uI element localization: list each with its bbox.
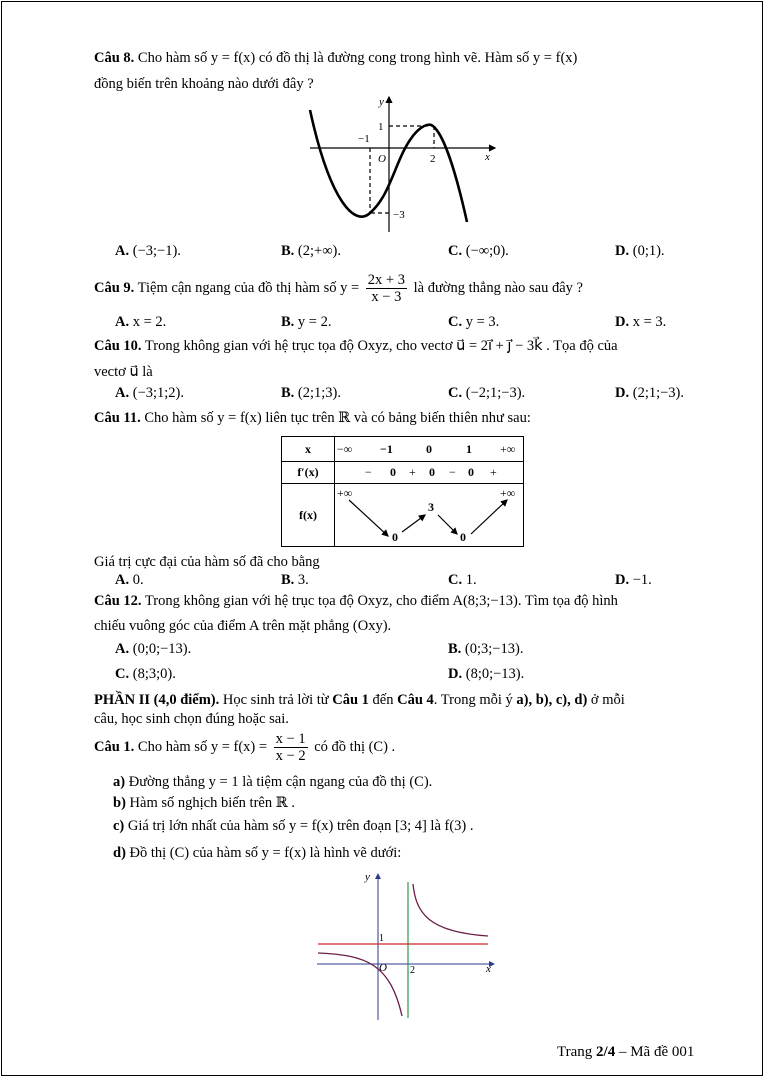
q10-label: Câu 10. <box>94 338 142 354</box>
q12-option-c[interactable]: C. (8;3;0). <box>115 666 176 682</box>
q12-option-a[interactable]: A. (0;0;−13). <box>115 641 192 657</box>
q9-line: Câu 9. Tiệm cận ngang của đồ thị hàm số y = $\frac{2x + 3}{x - 3}$ là đường thẳng nào sau đây ? <box>94 272 583 306</box>
page-footer: Trang 2/4 – Mã đề 001 <box>557 1044 695 1060</box>
q10-option-d[interactable]: D. (2;1;−3). <box>615 385 685 401</box>
q8-tick-m3: −3 <box>393 209 405 221</box>
q11-line: Câu 11. Cho hàm số y = f(x) liên tục trên ℝ và có bảng biến thiên như sau: <box>94 410 531 426</box>
q8-line2: đồng biến trên khoảng nào dưới đây ? <box>94 76 314 92</box>
q8-tick-2: 2 <box>430 153 436 165</box>
p2q1-item-b[interactable]: b) Hàm số nghịch biến trên ℝ . <box>113 795 296 811</box>
q11-option-d[interactable]: D. −1. <box>615 572 652 588</box>
q8-tick-m1: −1 <box>358 133 370 145</box>
p2q1-tick-2: 2 <box>410 965 415 976</box>
p2q1-curve-right <box>413 884 488 936</box>
q10-line2: vectơ u⃗ là <box>94 364 153 380</box>
q11-option-a[interactable]: A. 0. <box>115 572 144 588</box>
p2q1-origin: O <box>379 962 387 974</box>
p2q1-item-a[interactable]: a) Đường thẳng y = 1 là tiệm cận ngang của đồ thị (C). <box>113 774 433 790</box>
vt-f-label: f(x) <box>282 484 335 547</box>
q11-option-b[interactable]: B. 3. <box>281 572 309 588</box>
q8-option-b[interactable]: B. (2;+∞). <box>281 243 341 259</box>
vt-fp-row: − 0 + 0 − 0 + <box>335 462 524 484</box>
part2-line2: câu, học sinh chọn đúng hoặc sai. <box>94 711 289 727</box>
q9-label: Câu 9. <box>94 280 135 296</box>
q9-option-a[interactable]: A. x = 2. <box>115 314 167 330</box>
q12-label: Câu 12. <box>94 593 142 609</box>
q12-line2: chiếu vuông góc của điểm A trên mặt phẳng (Oxy). <box>94 618 392 634</box>
q8-label: Câu 8. <box>94 50 135 66</box>
vt-f-row: +∞ 0 3 0 +∞ <box>335 484 524 547</box>
q8-option-a[interactable]: A. (−3;−1). <box>115 243 181 259</box>
vt-arrows <box>335 484 523 547</box>
p2q1-item-d[interactable]: d) Đồ thị (C) của hàm số y = f(x) là hình vẽ dưới: <box>113 845 402 861</box>
p2q1-curve-left <box>318 953 402 1016</box>
q12-option-d[interactable]: D. (8;0;−13). <box>448 666 525 682</box>
q8-x-label: x <box>485 151 490 163</box>
q8-origin: O <box>378 153 386 165</box>
q8-line1 <box>94 49 577 67</box>
q8-option-c[interactable]: C. (−∞;0). <box>448 243 509 259</box>
p2q1-item-c[interactable]: c) Giá trị lớn nhất của hàm số y = f(x) trên đoạn [3; 4] là f(3) . <box>113 818 474 834</box>
q8-graph <box>300 92 500 237</box>
vt-x-label: x <box>282 437 335 462</box>
q8-option-d[interactable]: D. (0;1). <box>615 243 665 259</box>
q10-line1: Câu 10. Trong không gian với hệ trục tọa độ Oxyz, cho vectơ u⃗ = 2i⃗ + j⃗ − 3k⃗ . Tọa độ của <box>94 338 618 354</box>
q9-option-c[interactable]: C. y = 3. <box>448 314 500 330</box>
q10-option-a[interactable]: A. (−3;1;2). <box>115 385 185 401</box>
q11-label: Câu 11. <box>94 410 141 426</box>
p2q1-tick-1: 1 <box>379 933 384 944</box>
q10-option-b[interactable]: B. (2;1;3). <box>281 385 342 401</box>
q10-option-c[interactable]: C. (−2;1;−3). <box>448 385 526 401</box>
q8-y-label: y <box>379 96 384 108</box>
variation-table <box>281 436 524 547</box>
vt-fp-label: f′(x) <box>282 462 335 484</box>
q9-option-d[interactable]: D. x = 3. <box>615 314 667 330</box>
p2q1-y-label: y <box>365 871 370 883</box>
part2-heading: PHẦN II (4,0 điểm). Học sinh trả lời từ Câu 1 đến Câu 4. Trong mỗi ý a), b), c), d) ở mỗi <box>94 692 625 708</box>
q8-tick-1: 1 <box>378 121 384 133</box>
p2q1-graph <box>312 868 502 1024</box>
q12-line1: Câu 12. Trong không gian với hệ trục tọa độ Oxyz, cho điểm A(8;3;−13). Tìm tọa độ hình <box>94 593 618 609</box>
p2q1-fraction: $\frac{x - 1}{x - 2}$ <box>275 731 306 765</box>
p2q1-x-label: x <box>486 963 491 975</box>
q12-option-b[interactable]: B. (0;3;−13). <box>448 641 524 657</box>
q9-option-b[interactable]: B. y = 2. <box>281 314 332 330</box>
q8-text1: Cho hàm số y = f(x) có đồ thị là đường cong trong hình vẽ. Hàm số y = f(x) <box>137 50 578 66</box>
q11-option-c[interactable]: C. 1. <box>448 572 477 588</box>
vt-x-row: −∞ −1 0 1 +∞ <box>335 437 524 462</box>
q9-fraction: $\frac{2x + 3}{x - 3}$ <box>367 272 405 306</box>
q11-after: Giá trị cực đại của hàm số đã cho bằng <box>94 554 320 570</box>
p2q1-line: Câu 1. Cho hàm số y = f(x) = $\frac{x - 1}{x - 2}$ có đồ thị (C) . <box>94 731 396 765</box>
p2q1-label: Câu 1. <box>94 739 135 755</box>
